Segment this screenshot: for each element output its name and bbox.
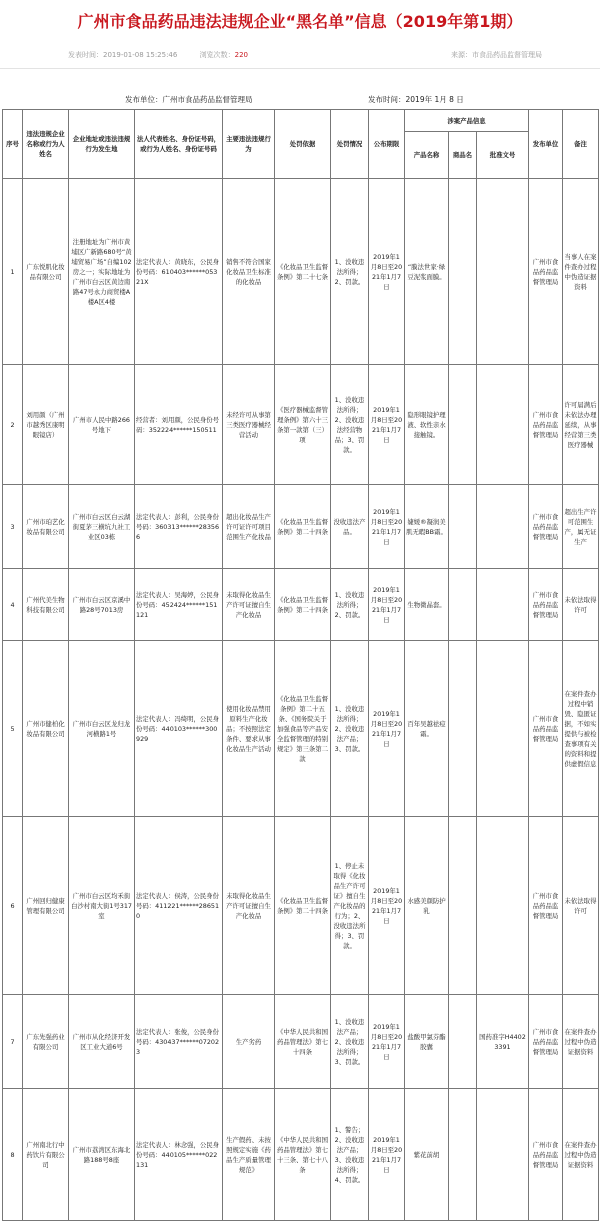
cell-address: 广州市从化经济开发区工业大道6号 [69,995,135,1089]
cell-approval [477,179,529,365]
article-title: 广州市食品药品违法违规企业“黑名单”信息（2019年第1期） [77,12,523,31]
cell-seq: 7 [3,995,23,1089]
cell-period: 2019年1月8日至2021年1月7日 [369,179,405,365]
cell-period: 2019年1月8日至2021年1月7日 [369,641,405,817]
cell-legal-rep: 法定代表人：吴海婷，公民身份号码：452424******151121 [135,569,223,641]
table-row [3,1089,599,1221]
header-penalty: 处罚情况 [331,110,369,179]
cell-violation: 生产劣药 [223,995,275,1089]
cell-remark: 未依法取得许可 [563,817,599,995]
table-row [3,641,599,817]
cell-penalty: 1、没收违法所得；2、没收违法经营物品；3、罚款。 [331,365,369,485]
cell-violation: 未取得化妆品生产许可证擅自生产化妆品 [223,569,275,641]
cell-unit: 广州市食品药品监督管理局 [529,569,563,641]
cell-trademark [449,485,477,569]
notice-publisher: 发布单位：广州市食品药品监督管理局 [125,95,253,104]
table-row [3,817,599,995]
header-products-group: 涉案产品信息 [405,110,529,132]
cell-approval [477,485,529,569]
cell-unit: 广州市食品药品监督管理局 [529,1089,563,1221]
header-company: 违法违规企业名称或行为人姓名 [23,110,69,179]
cell-basis: 《化妆品卫生监督条例》第二十四条 [275,485,331,569]
header-address: 企业地址或违法违规行为发生地 [69,110,135,179]
cell-seq: 5 [3,641,23,817]
cell-seq: 1 [3,179,23,365]
cell-violation: 未取得化妆品生产许可证擅自生产化妆品 [223,817,275,995]
table-header-row [3,110,599,132]
header-trademark: 商品名 [449,132,477,179]
cell-basis: 《化妆品卫生监督条例》第二十七条 [275,179,331,365]
cell-product-name: 隐形眼镜护理液、软性亲水接触镜。 [405,365,449,485]
cell-period: 2019年1月8日至2021年1月7日 [369,365,405,485]
cell-basis: 《医疗器械监督管理条例》第六十三条第一款第（三）项 [275,365,331,485]
cell-period: 2019年1月8日至2021年1月7日 [369,817,405,995]
table-row [3,995,599,1089]
header-remark: 备注 [563,110,599,179]
cell-legal-rep: 法定代表人：侯涛，公民身份号码：411221******286510 [135,817,223,995]
cell-remark: 超出生产许可范围生产，属无证生产 [563,485,599,569]
cell-seq: 4 [3,569,23,641]
cell-legal-rep: 法定代表人：黄晓东，公民身份号码：610403******05321X [135,179,223,365]
cell-period: 2019年1月8日至2021年1月7日 [369,1089,405,1221]
cell-trademark [449,641,477,817]
cell-approval [477,569,529,641]
cell-product-name: 紫花前胡 [405,1089,449,1221]
cell-company: 刘用颜（广州市越秀区康明眼镜店） [23,365,69,485]
cell-company: 广州南北行中药饮片有限公司 [23,1089,69,1221]
header-violation: 主要违法违规行为 [223,110,275,179]
cell-violation: 销售不符合国家化妆品卫生标准的化妆品 [223,179,275,365]
meta-right [451,48,542,62]
source-label: 来源： [451,51,472,59]
cell-company: 广州市珀艺化妆品有限公司 [23,485,69,569]
cell-legal-rep: 法定代表人：张俊，公民身份号码：430437******072023 [135,995,223,1089]
header-seq: 序号 [3,110,23,179]
cell-unit: 广州市食品药品监督管理局 [529,995,563,1089]
cell-penalty: 1、没收违法所得；2、罚款。 [331,569,369,641]
table-row [3,569,599,641]
cell-remark: 当事人在案件查办过程中伪造证据资料 [563,179,599,365]
header-unit: 发布单位 [529,110,563,179]
cell-product-name: “膜法世家·绿豆泥浆面膜。 [405,179,449,365]
blacklist-table [2,109,599,1221]
cell-address: 广州市白云区龙归龙河横路1号 [69,641,135,817]
cell-approval [477,365,529,485]
cell-penalty: 1、没收违法产品；2、没收违法所得；3、罚款。 [331,995,369,1089]
cell-trademark [449,995,477,1089]
cell-company: 广东悦肌化妆品有限公司 [23,179,69,365]
cell-seq: 2 [3,365,23,485]
article-meta [0,48,600,62]
cell-product-name: 生物微晶套。 [405,569,449,641]
cell-legal-rep: 经营者：刘用颜，公民身份号码：352224******150511 [135,365,223,485]
cell-unit: 广州市食品药品监督管理局 [529,179,563,365]
table-row [3,365,599,485]
header-period: 公布期限 [369,110,405,179]
cell-product-name: 百年吴越祛痘霜。 [405,641,449,817]
cell-unit: 广州市食品药品监督管理局 [529,485,563,569]
cell-legal-rep: 法定代表人：冯绮明，公民身份号码：440103******300929 [135,641,223,817]
cell-trademark [449,569,477,641]
views-label: 浏览次数： [199,51,235,59]
cell-penalty: 1、没收违法所得；2、罚款。 [331,179,369,365]
cell-approval [477,1089,529,1221]
cell-company: 广州市健柏化妆品有限公司 [23,641,69,817]
cell-address: 广州市荔湾区东海北路188号8座 [69,1089,135,1221]
cell-penalty: 1、警告；2、没收违法产品；3、没收违法所得；4、罚款。 [331,1089,369,1221]
cell-basis: 《中华人民共和国药品管理法》第七十四条 [275,995,331,1089]
cell-penalty: 没收违法产品。 [331,485,369,569]
cell-unit: 广州市食品药品监督管理局 [529,641,563,817]
cell-unit: 广州市食品药品监督管理局 [529,817,563,995]
source: 市食品药品监督管理局 [472,51,542,59]
publish-time: 2019-01-08 15:25:46 [103,51,178,59]
title-divider [0,68,600,69]
cell-product-name: 水感美颜防护乳 [405,817,449,995]
cell-address: 注册地址为广州市黄埔区广新路680号“黄埔贸易广场”自编102房之一；实际地址为广州市白云区黄边南路47号永力商贸楼A楼A区4楼 [69,179,135,365]
cell-penalty: 1、没收违法所得；2、没收违法产品；3、罚款。 [331,641,369,817]
cell-legal-rep: 法定代表人：彭利，公民身份号码：360313******283566 [135,485,223,569]
cell-company: 广州代美生物科技有限公司 [23,569,69,641]
table-row [3,179,599,365]
cell-address: 广州市白云区京溪中路28号7013房 [69,569,135,641]
header-approval: 批准文号 [477,132,529,179]
cell-approval: 国药准字H44023391 [477,995,529,1089]
cell-approval [477,641,529,817]
cell-basis: 《化妆品卫生监督条例》第二十五条、《国务院关于加强食品等产品安全监督管理的特别规定》第三条第二款 [275,641,331,817]
cell-trademark [449,817,477,995]
cell-unit: 广州市食品药品监督管理局 [529,365,563,485]
cell-period: 2019年1月8日至2021年1月7日 [369,995,405,1089]
cell-company: 广州回归健康管理有限公司 [23,817,69,995]
notice-bar [0,94,600,106]
cell-period: 2019年1月8日至2021年1月7日 [369,485,405,569]
cell-product-name: 盐酸甲氯芬酯胶囊 [405,995,449,1089]
views-count: 220 [234,51,248,59]
cell-address: 广州市白云区均禾街白沙村南大街1号317室 [69,817,135,995]
cell-period: 2019年1月8日至2021年1月7日 [369,569,405,641]
cell-approval [477,817,529,995]
table-row [3,485,599,569]
header-basis: 处罚依据 [275,110,331,179]
cell-product-name: 婕媛®凝润美肌无暇BB霜。 [405,485,449,569]
cell-basis: 《化妆品卫生监督条例》第二十四条 [275,569,331,641]
cell-violation: 生产假药、未按照规定实施《药品生产质量管理规范》 [223,1089,275,1221]
cell-seq: 6 [3,817,23,995]
header-product-name: 产品名称 [405,132,449,179]
cell-company: 广东先强药业有限公司 [23,995,69,1089]
cell-remark: 在案件查办过程中伪造证据资料 [563,995,599,1089]
cell-seq: 3 [3,485,23,569]
header-legal-rep: 法人代表姓名、身份证号码，或行为人姓名、身份证号码 [135,110,223,179]
cell-violation: 未经许可从事第三类医疗器械经营活动 [223,365,275,485]
cell-trademark [449,1089,477,1221]
cell-address: 广州市白云区白云湖街夏茅三横坑九社工业区03栋 [69,485,135,569]
cell-remark: 未依法取得许可 [563,569,599,641]
cell-remark: 在案件查办过程中伪造证据资料 [563,1089,599,1221]
cell-remark: 许可届满后未依法办理延续，从事经营第三类医疗器械 [563,365,599,485]
cell-basis: 《化妆品卫生监督条例》第二十四条 [275,817,331,995]
cell-seq: 8 [3,1089,23,1221]
cell-violation: 使用化妆品禁用原料生产化妆品；不按照法定条件、要求从事化妆品生产活动 [223,641,275,817]
cell-basis: 《中华人民共和国药品管理法》第七十三条、第七十八条 [275,1089,331,1221]
cell-trademark [449,365,477,485]
cell-remark: 在案件查办过程中销毁、隐匿证据，不如实提供与被检查事项有关的资料和提供虚假信息 [563,641,599,817]
publish-time-label: 发表时间： [68,51,103,59]
cell-violation: 超出化妆品生产许可证许可项目范围生产化妆品 [223,485,275,569]
meta-left [68,48,248,62]
cell-address: 广州市人民中路266号地下 [69,365,135,485]
notice-date: 发布时间：2019年 1月 8 日 [368,95,464,104]
cell-legal-rep: 法定代表人：林念强，公民身份号码：440105******022131 [135,1089,223,1221]
cell-trademark [449,179,477,365]
cell-penalty: 1、停止未取得《化妆品生产许可证》擅自生产化妆品的行为；2、没收违法所得；3、罚款。 [331,817,369,995]
